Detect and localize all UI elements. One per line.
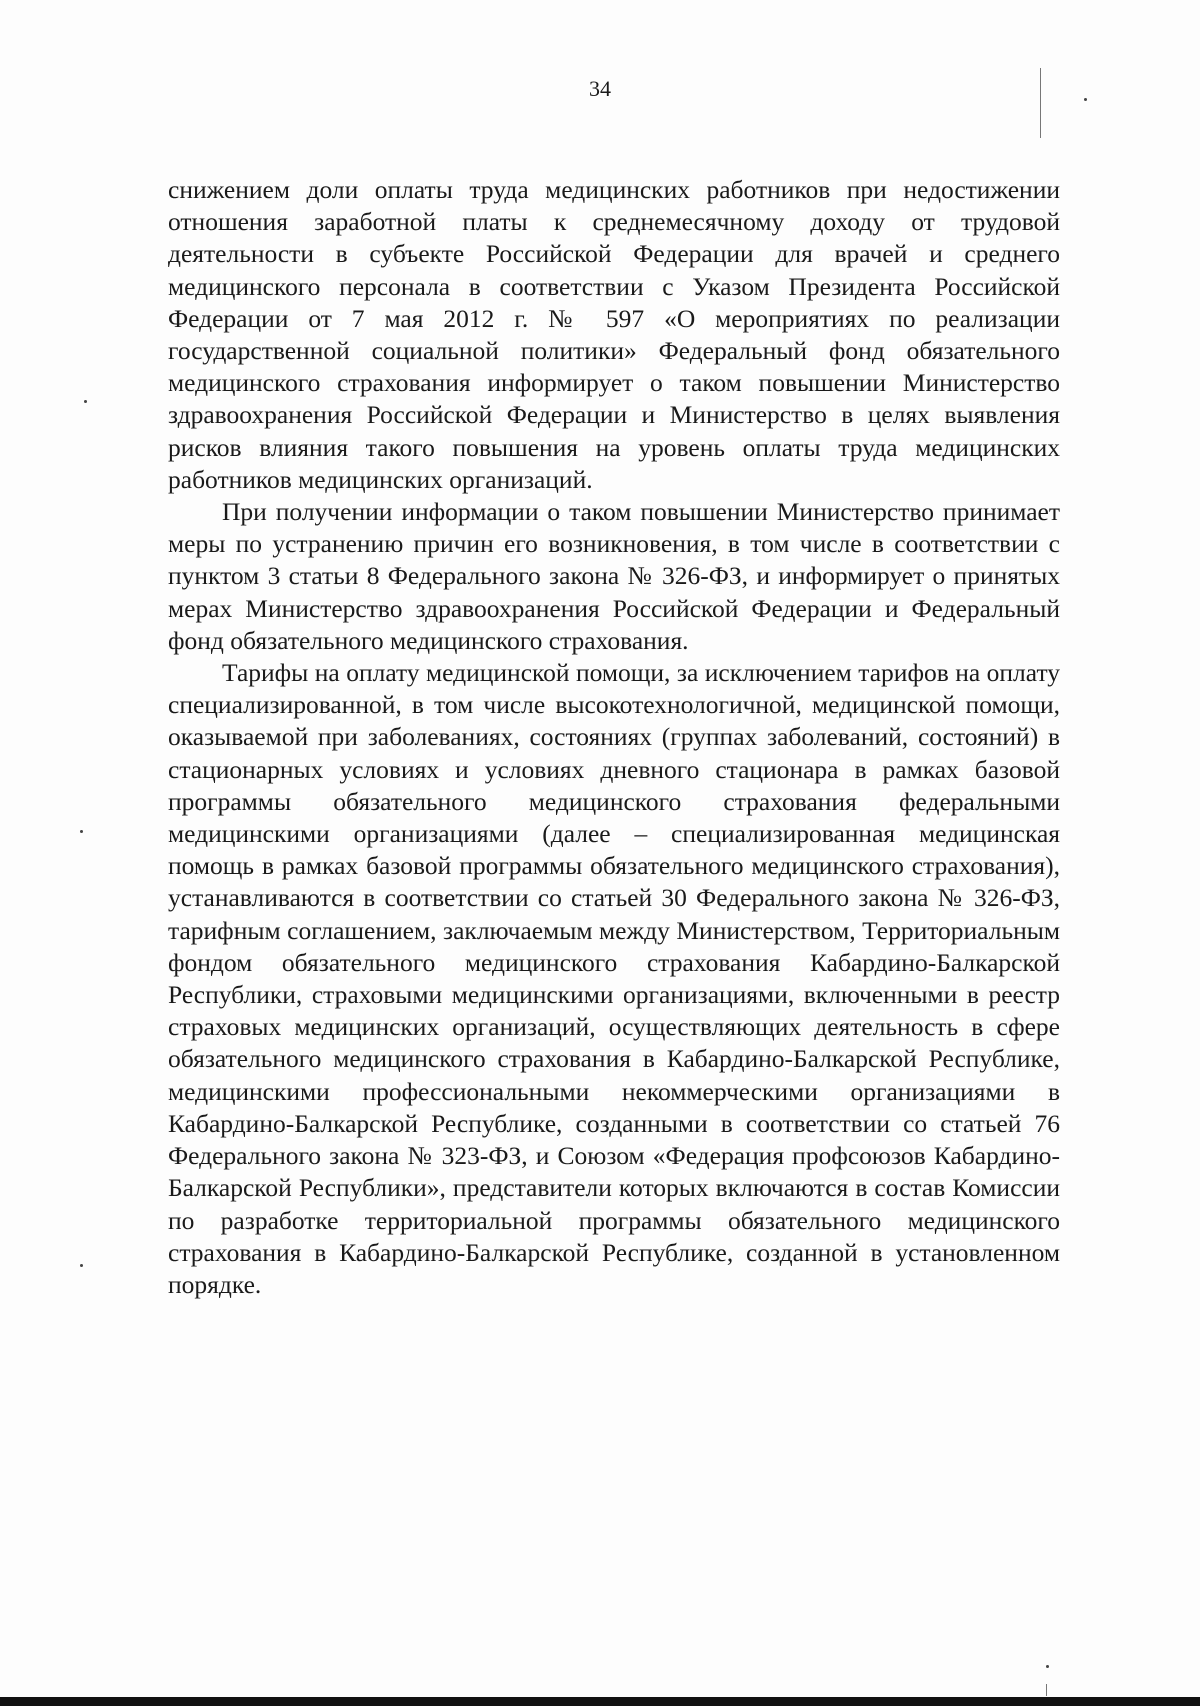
scan-speck xyxy=(1046,1665,1049,1668)
scan-speck xyxy=(80,830,83,833)
scan-speck xyxy=(80,1264,83,1267)
scan-speck xyxy=(84,400,87,403)
page-number: 34 xyxy=(589,76,611,101)
scan-edge-tick xyxy=(1040,68,1041,138)
document-body xyxy=(168,174,1060,1301)
paragraph-ministry-measures: При получении информации о таком повышении Министерство принимает меры по устранению причин его возникновения, в том числе в соответствии с пунктом 3 статьи 8 Федерального закона № 326-ФЗ, и информирует о принятых мерах Министерство здравоохранения Российской Федерации и Федеральный фонд обязательного медицинского страхования. xyxy=(168,497,1060,655)
scan-speck xyxy=(1084,98,1087,101)
scan-bottom-edge xyxy=(0,1697,1200,1706)
scan-edge-tick xyxy=(1046,1684,1047,1696)
paragraph-tariffs: Тарифы на оплату медицинской помощи, за исключением тарифов на оплату специализированной, в том числе высокотехнологичной, медицинской помощи, оказываемой при заболеваниях, состояниях (группах заболеваний, состояний) в стационарных условиях и условиях дневного стационара в рамках базовой программы обязательного медицинского страхования федеральными медицинскими организациями (далее – специализированная медицинская помощь в рамках базовой программы обязательного медицинского страхования), устанавливаются в соответствии со статьей 30 Федерального закона № 326-ФЗ, тарифным соглашением, заключаемым между Министерством, Территориальным фондом обязательного медицинского страхования Кабардино-Балкарской Республики, страховыми медицинскими организациями, включенными в реестр страховых медицинских организаций, осуществляющих деятельность в сфере обязательного медицинского страхования в Кабардино-Балкарской Республике, медицинскими профессиональными некоммерческими организациями в Кабардино-Балкарской Республике, созданными в соответствии со статьей 76 Федерального закона № 323-ФЗ, и Союзом «Федерация профсоюзов Кабардино-Балкарской Республики», представители которых включаются в состав Комиссии по разработке территориальной программы обязательного медицинского страхования в Кабардино-Балкарской Республике, созданной в установленном порядке. xyxy=(168,658,1060,1299)
paragraph-continuation: снижением доли оплаты труда медицинских работников при недостижении отношения заработной платы к среднемесячному доходу от трудовой деятельности в субъекте Российской Федерации для врачей и среднего медицинского персонала в соответствии с Указом Президента Российской Федерации от 7 мая 2012 г. № 597 «О мероприятиях по реализации государственной социальной политики» Федеральный фонд обязательного медицинского страхования информирует о таком повышении Министерство здравоохранения Российской Федерации и Министерство в целях выявления рисков влияния такого повышения на уровень оплаты труда медицинских работников медицинских организаций. xyxy=(168,175,1060,494)
